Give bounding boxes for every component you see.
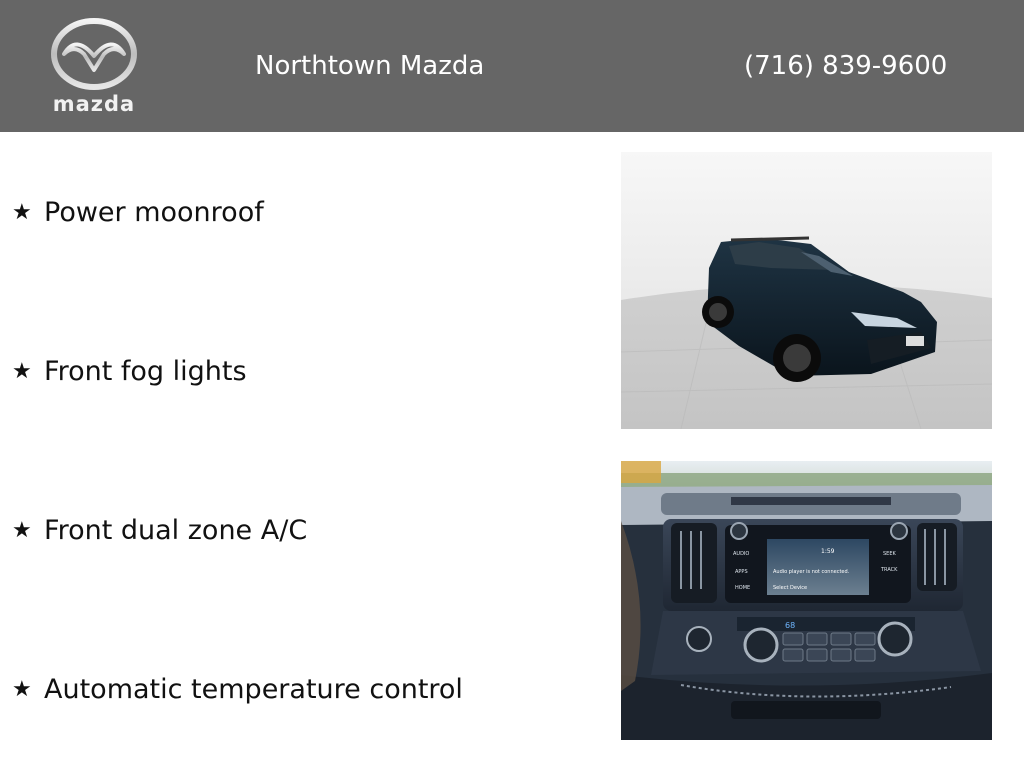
dash-message: Audio player is not connected. <box>773 569 850 575</box>
mazda-emblem-icon <box>42 18 146 90</box>
feature-label: Front dual zone A/C <box>44 514 308 546</box>
dash-time: 1:59 <box>821 548 835 555</box>
star-icon: ★ <box>12 199 32 225</box>
feature-label: Front fog lights <box>44 355 247 387</box>
mazda-logo[interactable] <box>42 18 146 116</box>
dash-btn-apps: APPS <box>735 569 748 575</box>
star-icon: ★ <box>12 358 32 384</box>
dash-btn-audio: AUDIO <box>733 551 750 557</box>
suv-exterior-photo[interactable] <box>621 152 992 429</box>
dashboard-console-photo[interactable] <box>621 461 992 740</box>
star-icon: ★ <box>12 676 32 702</box>
feature-item <box>12 351 247 391</box>
feature-label: Automatic temperature control <box>44 673 463 705</box>
mazda-wordmark: mazda <box>52 92 136 116</box>
dash-btn-home: HOME <box>735 585 751 591</box>
feature-label: Power moonroof <box>44 196 264 228</box>
feature-item <box>12 669 463 709</box>
dealer-name[interactable]: Northtown Mazda <box>255 51 485 81</box>
star-icon: ★ <box>12 517 32 543</box>
header-bar <box>0 0 1024 132</box>
feature-item <box>12 192 264 232</box>
feature-item <box>12 510 307 550</box>
dash-btn-seek: SEEK <box>883 551 896 557</box>
dash-temp: 68 <box>785 621 796 630</box>
dash-select: Select Device <box>773 585 808 591</box>
dealer-phone[interactable]: (716) 839-9600 <box>744 51 948 81</box>
dash-btn-track: TRACK <box>881 567 898 573</box>
